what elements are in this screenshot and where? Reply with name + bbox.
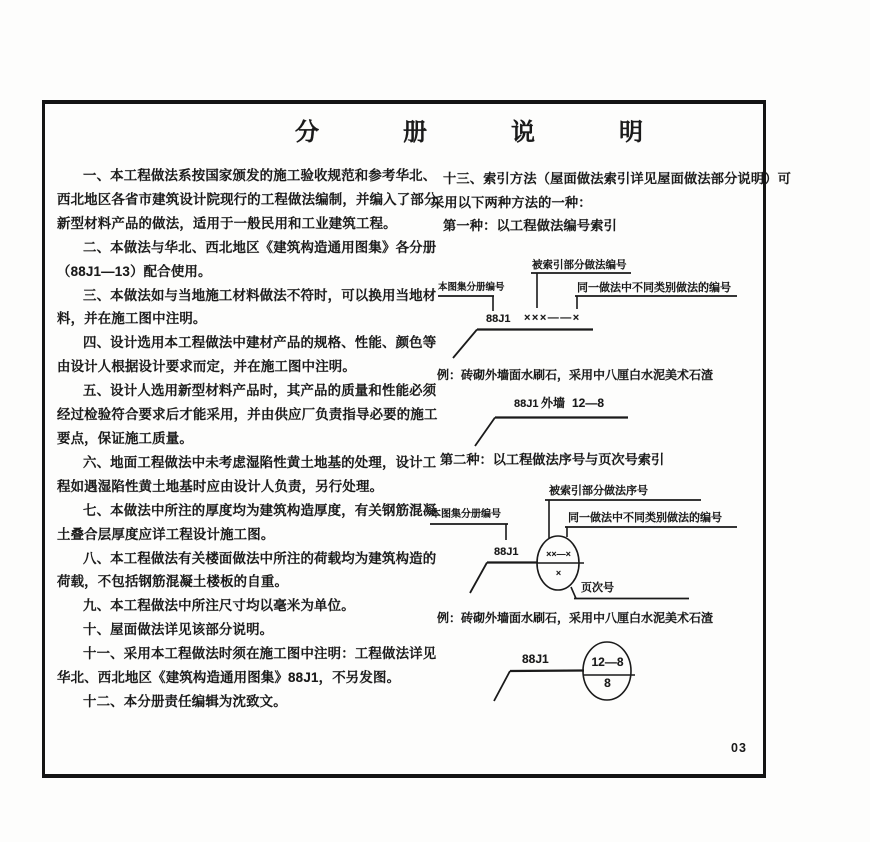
text-line: 第一种：以工程做法编号索引 <box>443 218 618 234</box>
leader-slash <box>494 671 510 701</box>
text-line: 十三、索引方法（屋面做法索引详见屋面做法部分说明）可 <box>443 171 792 186</box>
example2-caption: 例：砖砌外墙面水刷石，采用中八厘白水泥美术石渣 <box>437 611 714 625</box>
diagram2-placeholder-top: ××—× <box>546 549 571 559</box>
text-line: 新型材料产品的做法，适用于一般民用和工业建筑工程。 <box>57 215 397 231</box>
text-line: （88J1—13）配合使用。 <box>57 263 212 279</box>
text-line: 要点，保证施工质量。 <box>57 430 193 446</box>
code-underline <box>510 671 584 672</box>
text-line: 土叠合层厚度应详工程设计施工图。 <box>57 526 275 542</box>
text-line: 十、屋面做法详见该部分说明。 <box>83 622 274 638</box>
text-line: 八、本工程做法有关楼面做法中所注的荷载均为建筑构造的 <box>83 550 437 566</box>
diagram2-label-top: 被索引部分做法序号 <box>549 485 648 497</box>
text-line: 四、设计选用本工程做法中建材产品的规格、性能、颜色等 <box>83 335 437 351</box>
text-line: 荷载，不包括钢筋混凝土楼板的自重。 <box>57 574 289 590</box>
left-column <box>57 164 438 714</box>
page-title: 分 册 说 明 <box>295 119 673 146</box>
diagram1-label-top: 被索引部分做法编号 <box>532 259 627 271</box>
text-line: 经过检验符合要求后才能采用，并由供应厂负责指导必要的施工 <box>57 407 438 423</box>
text-line: 程如遇湿陷性黄土地基时应由设计人负责，另行处理。 <box>57 478 384 494</box>
text-line: 三、本做法如与当地施工材料做法不符时，可以换用当地材 <box>83 287 437 303</box>
example1-category: 外墙 <box>541 396 566 410</box>
diagram2-code: 88J1 <box>494 546 519 558</box>
text-line: 华北、西北地区《建筑构造通用图集》88J1，不另发图。 <box>57 670 401 686</box>
right-column-intro <box>431 167 792 238</box>
diagram1-placeholder: ×××——× <box>524 312 581 324</box>
text-line: 采用以下两种方法的一种： <box>431 194 592 210</box>
diagram1-label-right: 同一做法中不同类别做法的编号 <box>577 282 731 294</box>
text-line: 西北地区各省市建筑设计院现行的工程做法编制，并编入了部分 <box>57 191 438 207</box>
diagram2-label-left: 本图集分册编号 <box>431 509 501 520</box>
diagram2-placeholder-bottom: × <box>555 568 562 578</box>
text-line: 七、本做法中所注的厚度均为建筑构造厚度，有关钢筋混凝 <box>83 502 437 518</box>
text-line: 由设计人根据设计要求而定，并在施工图中注明。 <box>57 359 356 375</box>
scheme2-heading: 第二种：以工程做法序号与页次号索引 <box>440 452 665 467</box>
text-line: 五、设计人选用新型材料产品时，其产品的质量和性能必须 <box>83 383 437 399</box>
index-bubble-circle <box>583 642 631 700</box>
text-line: 十二、本分册责任编辑为沈致文。 <box>83 693 287 709</box>
diagram2-label-page: 页次号 <box>581 582 614 594</box>
diagram2-label-right: 同一做法中不同类别做法的编号 <box>568 512 722 524</box>
example2-bubble-top: 12—8 <box>591 655 624 669</box>
text-line: 九、本工程做法中所注尺寸均以毫米为单位。 <box>83 598 355 614</box>
callout-leader-line <box>571 587 576 599</box>
diagram1-label-left: 本图集分册编号 <box>438 282 505 293</box>
diagram1-code: 88J1 <box>486 313 511 325</box>
example1-number: 12—8 <box>572 396 605 410</box>
leader-slash <box>475 418 495 447</box>
example1-code: 88J1 <box>514 398 539 410</box>
text-line: 十一、采用本工程做法时须在施工图中注明：工程做法详见 <box>83 646 437 662</box>
leader-slash <box>470 563 487 594</box>
page-number: 03 <box>731 741 747 755</box>
example2-bubble-bottom: 8 <box>604 676 611 690</box>
text-line: 一、本工程做法系按国家颁发的施工验收规范和参考华北、 <box>83 168 437 183</box>
example2-code: 88J1 <box>522 652 549 666</box>
leader-slash <box>453 330 477 359</box>
text-line: 二、本做法与华北、西北地区《建筑构造通用图集》各分册 <box>83 239 437 255</box>
example1-caption: 例：砖砌外墙面水刷石，采用中八厘白水泥美术石渣 <box>437 368 714 382</box>
text-line: 六、地面工程做法中未考虑湿陷性黄土地基的处理，设计工 <box>83 454 437 470</box>
text-line: 料，并在施工图中注明。 <box>57 311 207 327</box>
